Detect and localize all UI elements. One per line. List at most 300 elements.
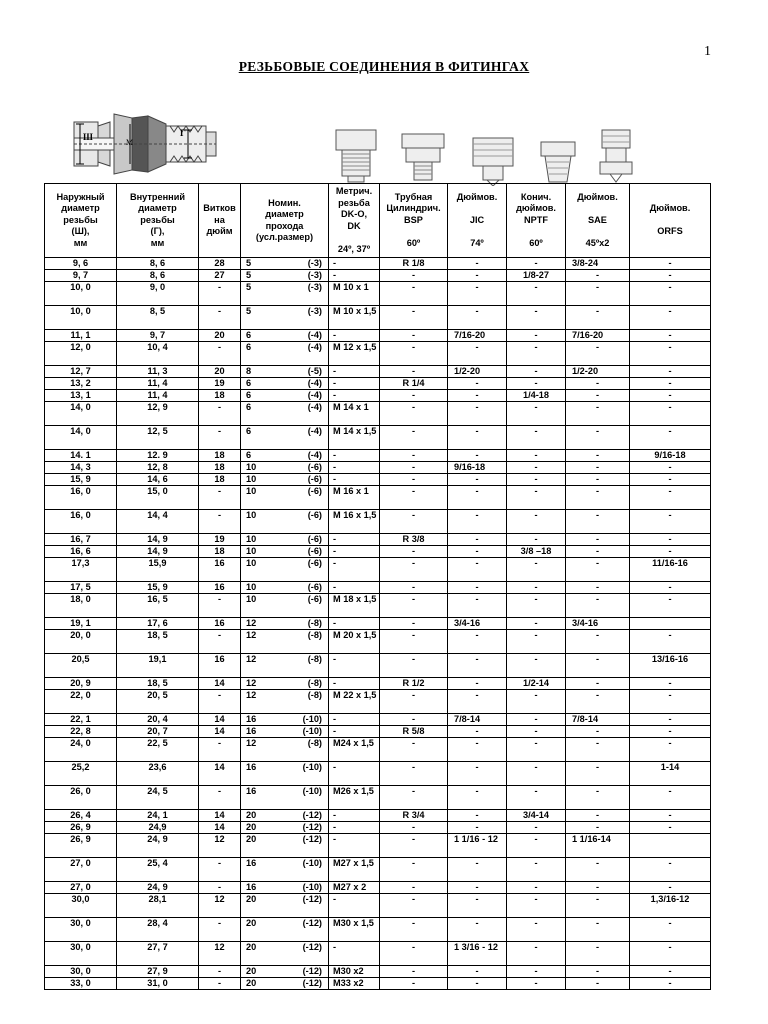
dash-size: (-8) (307, 630, 322, 640)
cell-bsp: - (380, 582, 448, 594)
cell-sae: - (566, 306, 630, 330)
cell-jic: 1/2-20 (448, 366, 507, 378)
cell-orfs: - (630, 582, 711, 594)
header-line: SAE (588, 214, 607, 225)
cell-outer: 27, 0 (45, 882, 117, 894)
dash-size: (-4) (307, 330, 322, 340)
cell-inner: 9, 0 (117, 282, 199, 306)
cell-outer: 11, 1 (45, 330, 117, 342)
cell-bsp: - (380, 942, 448, 966)
table-row (45, 486, 711, 510)
cell-sae: - (566, 942, 630, 966)
nominal-size: 10 (246, 474, 257, 484)
cell-sae: - (566, 762, 630, 786)
fitting-icon-bsp (400, 132, 446, 184)
cell-inner: 31, 0 (117, 978, 199, 990)
cell-nptf: - (507, 858, 566, 882)
cell-nominal (241, 510, 329, 534)
cell-orfs: 13/16-16 (630, 654, 711, 678)
cell-jic: 7/8-14 (448, 714, 507, 726)
cell-orfs: 1-14 (630, 762, 711, 786)
cell-sae: - (566, 678, 630, 690)
header-bsp (380, 184, 448, 258)
cell-turns: - (199, 426, 241, 450)
header-line: DK-O, (340, 209, 368, 219)
cell-bsp: - (380, 282, 448, 306)
cell-nptf: - (507, 474, 566, 486)
cell-turns: 16 (199, 558, 241, 582)
cell-turns: - (199, 882, 241, 894)
cell-nptf: - (507, 822, 566, 834)
header-turns-per-inch (199, 184, 241, 258)
table-row (45, 978, 711, 990)
cell-nptf: - (507, 510, 566, 534)
cell-nominal (241, 378, 329, 390)
cell-outer: 17, 5 (45, 582, 117, 594)
page-title: РЕЗЬБОВЫЕ СОЕДИНЕНИЯ В ФИТИНГАХ (238, 59, 530, 74)
cell-orfs: 9/16-18 (630, 450, 711, 462)
cell-nominal (241, 654, 329, 678)
cell-nptf: - (507, 786, 566, 810)
header-orfs (630, 184, 711, 258)
header-inner-diameter (117, 184, 199, 258)
cell-sae: - (566, 474, 630, 486)
cell-jic: - (448, 786, 507, 810)
cell-orfs: - (630, 738, 711, 762)
nominal-size: 20 (246, 966, 257, 976)
cell-orfs: - (630, 822, 711, 834)
cell-sae: - (566, 594, 630, 618)
cell-nptf: - (507, 978, 566, 990)
cell-sae: - (566, 738, 630, 762)
header-line (330, 232, 378, 244)
cell-inner: 10, 4 (117, 342, 199, 366)
header-line: (Г), (150, 226, 165, 237)
cell-bsp: - (380, 630, 448, 654)
cell-outer: 16, 0 (45, 510, 117, 534)
cell-jic: - (448, 858, 507, 882)
cell-nominal (241, 330, 329, 342)
cell-inner: 15, 0 (117, 486, 199, 510)
cell-sae: - (566, 558, 630, 582)
cell-inner: 24, 9 (117, 882, 199, 894)
cell-inner: 15, 9 (117, 582, 199, 594)
nominal-size: 10 (246, 582, 257, 592)
cell-bsp: - (380, 474, 448, 486)
nominal-size: 10 (246, 594, 257, 604)
cell-outer: 22, 0 (45, 690, 117, 714)
header-line: Метрич. (335, 186, 373, 196)
cell-jic: - (448, 918, 507, 942)
cell-sae: - (566, 726, 630, 738)
dash-size: (-6) (307, 582, 322, 592)
cell-nominal (241, 558, 329, 582)
dash-size: (-12) (302, 978, 322, 988)
cell-jic: - (448, 630, 507, 654)
cell-jic: - (448, 762, 507, 786)
nominal-size: 16 (246, 714, 257, 724)
cell-jic: - (448, 582, 507, 594)
cell-turns: 28 (199, 258, 241, 270)
nominal-size: 6 (246, 426, 252, 436)
cell-inner: 24, 1 (117, 810, 199, 822)
cell-turns: 27 (199, 270, 241, 282)
fitting-icon-metric (332, 128, 380, 184)
cell-jic: - (448, 810, 507, 822)
cell-nominal (241, 342, 329, 366)
nominal-size: 10 (246, 510, 257, 520)
cell-outer: 18, 0 (45, 594, 117, 618)
cell-inner: 12. 9 (117, 450, 199, 462)
dash-size: (-4) (307, 390, 322, 400)
cell-jic: - (448, 978, 507, 990)
thread-section-diagram (70, 108, 220, 180)
table-row (45, 462, 711, 474)
cell-sae: - (566, 342, 630, 366)
cell-nptf: - (507, 762, 566, 786)
cell-inner: 8, 6 (117, 270, 199, 282)
cell-metric: - (329, 450, 380, 462)
table-row (45, 546, 711, 558)
cell-bsp: - (380, 330, 448, 342)
table-row (45, 738, 711, 762)
header-jic (448, 184, 507, 258)
cell-bsp: - (380, 690, 448, 714)
table-row (45, 918, 711, 942)
cell-nominal (241, 738, 329, 762)
cell-turns: - (199, 630, 241, 654)
table-row (45, 306, 711, 330)
cell-metric: - (329, 378, 380, 390)
cell-jic: 1 1/16 - 12 (448, 834, 507, 858)
cell-jic: - (448, 738, 507, 762)
header-line: прохода (265, 220, 304, 231)
cell-outer: 30, 0 (45, 966, 117, 978)
table-row (45, 282, 711, 306)
cell-bsp: - (380, 486, 448, 510)
cell-outer: 10, 0 (45, 306, 117, 330)
cell-nominal (241, 690, 329, 714)
cell-sae: - (566, 546, 630, 558)
dash-size: (-12) (302, 810, 322, 820)
dash-size: (-12) (302, 942, 322, 952)
table-row (45, 690, 711, 714)
inner-diameter-label: Г (180, 128, 186, 138)
header-nominal-size (241, 184, 329, 258)
cell-turns: 18 (199, 462, 241, 474)
nominal-size: 8 (246, 366, 252, 376)
nominal-size: 6 (246, 342, 252, 352)
cell-metric: М 22 x 1,5 (329, 690, 380, 714)
nominal-size: 20 (246, 834, 257, 844)
cell-turns: - (199, 282, 241, 306)
cell-jic: - (448, 342, 507, 366)
nominal-size: 5 (246, 306, 252, 316)
cell-sae: - (566, 582, 630, 594)
cell-nptf: - (507, 690, 566, 714)
cell-nptf: 3/8 –18 (507, 546, 566, 558)
cell-outer: 26, 9 (45, 822, 117, 834)
cell-inner: 28, 4 (117, 918, 199, 942)
table-row (45, 762, 711, 786)
table-row (45, 966, 711, 978)
cell-metric: - (329, 270, 380, 282)
cell-nptf: - (507, 462, 566, 474)
cell-jic: - (448, 306, 507, 330)
dash-size: (-10) (302, 726, 322, 736)
cell-outer: 15, 9 (45, 474, 117, 486)
cell-inner: 11, 4 (117, 378, 199, 390)
cell-inner: 28,1 (117, 894, 199, 918)
cell-inner: 18, 5 (117, 630, 199, 654)
cell-turns: 16 (199, 582, 241, 594)
cell-turns: 20 (199, 366, 241, 378)
fitting-icon-sae (596, 128, 636, 184)
nominal-size: 5 (246, 270, 252, 280)
cell-inner: 8, 5 (117, 306, 199, 330)
table-row (45, 402, 711, 426)
cell-orfs: - (630, 426, 711, 450)
cell-nptf: - (507, 282, 566, 306)
cell-orfs: - (630, 462, 711, 474)
header-line: мм (150, 237, 165, 248)
cell-inner: 9, 7 (117, 330, 199, 342)
cell-nptf: - (507, 582, 566, 594)
cell-metric: - (329, 330, 380, 342)
cell-nominal (241, 486, 329, 510)
cell-orfs: - (630, 474, 711, 486)
table-row (45, 942, 711, 966)
cell-bsp: - (380, 546, 448, 558)
cell-turns: - (199, 978, 241, 990)
cell-nominal (241, 834, 329, 858)
cell-jic: 1 3/16 - 12 (448, 942, 507, 966)
fitting-icon-nptf (535, 140, 583, 186)
nominal-size: 5 (246, 258, 252, 268)
header-metric-thread (329, 184, 380, 258)
cell-inner: 11, 3 (117, 366, 199, 378)
cell-jic: - (448, 510, 507, 534)
dash-size: (-6) (307, 534, 322, 544)
cell-outer: 26, 4 (45, 810, 117, 822)
cell-nominal (241, 618, 329, 630)
cell-turns: 18 (199, 390, 241, 402)
cell-jic: - (448, 378, 507, 390)
cell-nptf: - (507, 342, 566, 366)
nominal-size: 12 (246, 738, 257, 748)
cell-orfs: - (630, 786, 711, 810)
cell-nominal (241, 678, 329, 690)
table-row (45, 450, 711, 462)
dash-size: (-3) (307, 258, 322, 268)
cell-nominal (241, 966, 329, 978)
table-row (45, 822, 711, 834)
table-row (45, 474, 711, 486)
cell-inner: 24, 9 (117, 834, 199, 858)
cell-outer: 26, 0 (45, 786, 117, 810)
cell-sae: - (566, 450, 630, 462)
dash-size: (-6) (307, 510, 322, 520)
cell-bsp: - (380, 654, 448, 678)
cell-orfs: - (630, 858, 711, 882)
cell-bsp: - (380, 834, 448, 858)
cell-outer: 20, 9 (45, 678, 117, 690)
cell-bsp: R 1/8 (380, 258, 448, 270)
cell-turns: - (199, 738, 241, 762)
table-row (45, 390, 711, 402)
cell-nptf: - (507, 894, 566, 918)
dash-size: (-10) (302, 786, 322, 796)
cell-outer: 13, 1 (45, 390, 117, 402)
cell-turns: 14 (199, 678, 241, 690)
cell-nominal (241, 942, 329, 966)
nominal-size: 12 (246, 618, 257, 628)
cell-metric: - (329, 762, 380, 786)
cell-sae: - (566, 630, 630, 654)
header-line (631, 215, 709, 227)
cell-sae: 1 1/16-14 (566, 834, 630, 858)
cell-bsp: - (380, 762, 448, 786)
cell-nominal (241, 546, 329, 558)
cell-nominal (241, 534, 329, 546)
cell-nominal (241, 882, 329, 894)
cell-outer: 26, 9 (45, 834, 117, 858)
cell-sae: - (566, 402, 630, 426)
cell-turns: 14 (199, 810, 241, 822)
cell-metric: - (329, 834, 380, 858)
cell-jic: - (448, 270, 507, 282)
cell-turns: 19 (199, 378, 241, 390)
cell-inner: 22, 5 (117, 738, 199, 762)
cell-sae: - (566, 882, 630, 894)
header-line: (Ш), (71, 226, 90, 237)
cell-orfs: - (630, 270, 711, 282)
header-line: Номин. (268, 197, 301, 208)
cell-nominal (241, 402, 329, 426)
cell-outer: 22, 1 (45, 714, 117, 726)
table-row (45, 678, 711, 690)
cell-metric: М30 x2 (329, 966, 380, 978)
cell-inner: 14, 4 (117, 510, 199, 534)
cell-metric: М 12 x 1,5 (329, 342, 380, 366)
cell-metric: М 20 x 1,5 (329, 630, 380, 654)
cell-sae: - (566, 810, 630, 822)
cell-outer: 30,0 (45, 894, 117, 918)
cell-inner: 12, 5 (117, 426, 199, 450)
cell-metric: - (329, 462, 380, 474)
table-row (45, 426, 711, 450)
header-sae (566, 184, 630, 258)
nominal-size: 16 (246, 786, 257, 796)
cell-sae: - (566, 822, 630, 834)
cell-sae: - (566, 426, 630, 450)
header-line: Дюймов. (649, 203, 691, 214)
cell-metric: - (329, 726, 380, 738)
cell-jic: - (448, 534, 507, 546)
cell-outer: 20, 0 (45, 630, 117, 654)
header-line: дюймов. (516, 203, 556, 214)
cell-turns: - (199, 966, 241, 978)
cell-bsp: R 3/8 (380, 534, 448, 546)
cell-metric: - (329, 714, 380, 726)
cell-jic: 9/16-18 (448, 462, 507, 474)
cell-inner: 15,9 (117, 558, 199, 582)
cell-jic: - (448, 450, 507, 462)
cell-turns: - (199, 918, 241, 942)
cell-inner: 20, 5 (117, 690, 199, 714)
cell-metric: М27 x 2 (329, 882, 380, 894)
cell-sae: - (566, 462, 630, 474)
cell-orfs: - (630, 486, 711, 510)
header-line (449, 226, 505, 238)
cell-inner: 24,9 (117, 822, 199, 834)
cell-nominal (241, 726, 329, 738)
dash-size: (-4) (307, 378, 322, 388)
header-line (567, 203, 628, 215)
table-row (45, 630, 711, 654)
cell-orfs: - (630, 282, 711, 306)
header-line: Дюймов. (577, 191, 618, 202)
cell-nptf: 1/2-14 (507, 678, 566, 690)
nominal-size: 6 (246, 450, 252, 460)
header-line: BSP (404, 214, 423, 225)
header-nptf (507, 184, 566, 258)
cell-turns: 18 (199, 546, 241, 558)
cell-turns: - (199, 858, 241, 882)
cell-bsp: - (380, 270, 448, 282)
header-line: ORFS (657, 226, 683, 237)
cell-outer: 10, 0 (45, 282, 117, 306)
cell-metric: - (329, 942, 380, 966)
table-row (45, 834, 711, 858)
cell-outer: 19, 1 (45, 618, 117, 630)
dash-size: (-6) (307, 546, 322, 556)
cell-bsp: - (380, 966, 448, 978)
cell-bsp: - (380, 342, 448, 366)
cell-turns: 16 (199, 618, 241, 630)
cell-orfs: - (630, 942, 711, 966)
cell-inner: 11, 4 (117, 390, 199, 402)
nominal-size: 16 (246, 726, 257, 736)
cell-nominal (241, 450, 329, 462)
cell-jic: - (448, 822, 507, 834)
cell-metric: - (329, 654, 380, 678)
cell-jic: 7/16-20 (448, 330, 507, 342)
cell-jic: - (448, 882, 507, 894)
cell-bsp: - (380, 426, 448, 450)
dash-size: (-6) (307, 558, 322, 568)
table-row (45, 654, 711, 678)
cell-inner: 12, 9 (117, 402, 199, 426)
cell-nptf: - (507, 738, 566, 762)
cell-orfs: - (630, 330, 711, 342)
cell-inner: 14, 6 (117, 474, 199, 486)
cell-sae: 1/2-20 (566, 366, 630, 378)
cell-nptf: 1/4-18 (507, 390, 566, 402)
cell-metric: - (329, 474, 380, 486)
cell-orfs: - (630, 714, 711, 726)
cell-nptf: - (507, 306, 566, 330)
cell-outer: 9, 7 (45, 270, 117, 282)
cell-jic: - (448, 426, 507, 450)
cell-nominal (241, 474, 329, 486)
table-row (45, 726, 711, 738)
table-row (45, 618, 711, 630)
cell-bsp: - (380, 858, 448, 882)
cell-orfs: - (630, 630, 711, 654)
dash-size: (-6) (307, 462, 322, 472)
dash-size: (-10) (302, 858, 322, 868)
